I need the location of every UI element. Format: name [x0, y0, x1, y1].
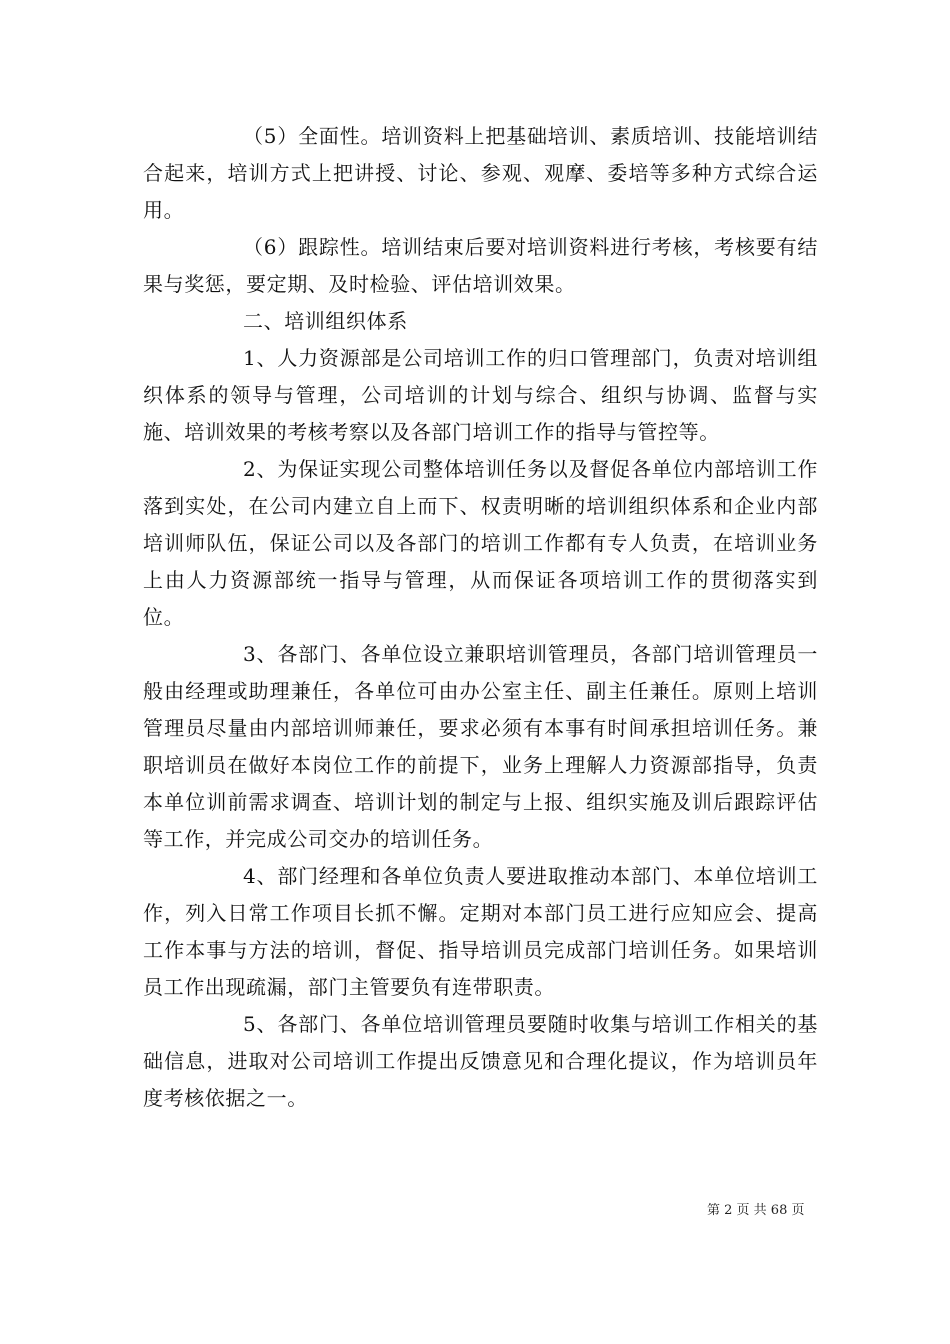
- paragraph-item-4: 4、部门经理和各单位负责人要进取推动本部门、本单位培训工作，列入日常工作项目长抓不懈。定期对本部门员工进行应知应会、提高工作本事与方法的培训，督促、指导培训员完成部门培训任务。如果培训员工作出现疏漏，部门主管要负有连带职责。: [143, 864, 818, 999]
- paragraph-item-3: 3、各部门、各单位设立兼职培训管理员，各部门培训管理员一般由经理或助理兼任，各单位可由办公室主任、副主任兼任。原则上培训管理员尽量由内部培训师兼任，要求必须有本事有时间承担培训任务。兼职培训员在做好本岗位工作的前提下，业务上理解人力资源部指导，负责本单位训前需求调查、培训计划的制定与上报、组织实施及训后跟踪评估等工作，并完成公司交办的培训任务。: [143, 642, 818, 851]
- paragraph-item-5: 5、各部门、各单位培训管理员要随时收集与培训工作相关的基础信息，进取对公司培训工作提出反馈意见和合理化提议，作为培训员年度考核依据之一。: [143, 1012, 818, 1110]
- section-heading-training-organization: 二、培训组织体系: [243, 309, 408, 333]
- paragraph-item-1: 1、人力资源部是公司培训工作的归口管理部门，负责对培训组织体系的领导与管理，公司培训的计划与综合、组织与协调、监督与实施、培训效果的考核考察以及各部门培训工作的指导与管控等。: [143, 346, 818, 444]
- paragraph-comprehensiveness: （5）全面性。培训资料上把基础培训、素质培训、技能培训结合起来，培训方式上把讲授、讨论、参观、观摩、委培等多种方式综合运用。: [143, 124, 818, 222]
- document-body: [143, 118, 818, 1117]
- page-number-footer: 第 2 页 共 68 页: [707, 1203, 805, 1218]
- paragraph-tracking: （6）跟踪性。培训结束后要对培训资料进行考核，考核要有结果与奖惩，要定期、及时检验、评估培训效果。: [143, 235, 818, 296]
- paragraph-item-2: 2、为保证实现公司整体培训任务以及督促各单位内部培训工作落到实处，在公司内建立自上而下、权责明晰的培训组织体系和企业内部培训师队伍，保证公司以及各部门的培训工作都有专人负责，在培训业务上由人力资源部统一指导与管理，从而保证各项培训工作的贯彻落实到位。: [143, 457, 818, 629]
